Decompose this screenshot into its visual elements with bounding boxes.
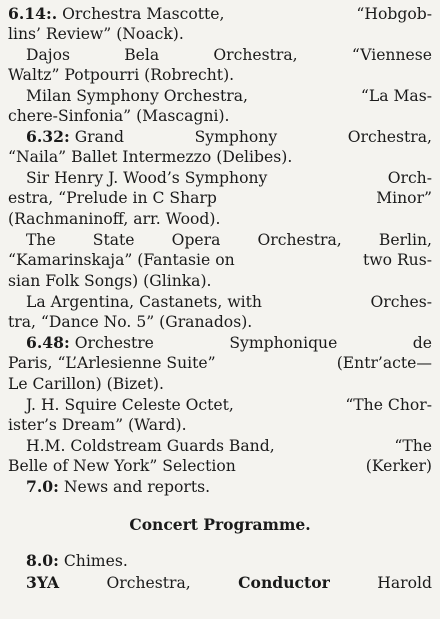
entry-6-48-line-3: Le Carillon) (Bizet). <box>8 375 164 393</box>
entry-3ya-line-1: 3YA Orchestra, Conductor Harold <box>26 573 432 592</box>
entry-milan-line-1: Milan Symphony Orchestra, “La Mas- <box>26 87 432 105</box>
section-heading: Concert Programme. <box>129 515 311 534</box>
time-6-48: 6.48: <box>26 333 70 352</box>
entry-6-32-line-2: “Naila” Ballet Intermezzo (Delibes). <box>8 148 293 166</box>
time-6-32: 6.32: <box>26 127 70 146</box>
entry-coldstream-line-1: H.M. Coldstream Guards Band, “The <box>26 437 432 455</box>
entry-squire-line-1: J. H. Squire Celeste Octet, “The Chor- <box>26 396 432 414</box>
entry-milan-line-2: chere-Sinfonia” (Mascagni). <box>8 107 230 125</box>
entry-dajos-line-1: Dajos Bela Orchestra, “Viennese <box>26 46 432 64</box>
entry-state-opera-line-1: The State Opera Orchestra, Berlin, <box>26 231 432 249</box>
entry-wood-line-1: Sir Henry J. Wood’s Symphony Orch- <box>26 169 432 187</box>
entry-state-opera-line-3: sian Folk Songs) (Glinka). <box>8 272 212 290</box>
entry-6-14-line-2: lins’ Review” (Noack). <box>8 25 184 43</box>
entry-wood-line-3: (Rachmaninoff, arr. Wood). <box>8 210 221 228</box>
entry-state-opera-line-2: “Kamarinskaja” (Fantasie on two Rus- <box>8 251 432 269</box>
entry-7-0: 7.0: News and reports. <box>26 477 211 496</box>
entry-dajos-line-2: Waltz” Potpourri (Robrecht). <box>8 66 235 84</box>
time-8-0: 8.0: <box>26 551 59 570</box>
entry-6-14-line-1: 6.14:. Orchestra Mascotte, “Hobgob- <box>8 4 432 23</box>
entry-6-32-line-1: 6.32: Grand Symphony Orchestra, <box>26 127 432 146</box>
entry-squire-line-2: ister’s Dream” (Ward). <box>8 416 187 434</box>
entry-6-48-line-2: Paris, “L’Arlesienne Suite” (Entr’acte— <box>8 354 432 372</box>
entry-coldstream-line-2: Belle of New York” Selection (Kerker) <box>8 457 432 475</box>
entry-argentina-line-1: La Argentina, Castanets, with Orches- <box>26 293 432 311</box>
entry-wood-line-2: estra, “Prelude in C Sharp Minor” <box>8 189 432 207</box>
entry-6-48-line-1: 6.48: Orchestre Symphonique de <box>26 333 432 352</box>
time-7-0: 7.0: <box>26 477 59 496</box>
entry-argentina-line-2: tra, “Dance No. 5” (Granados). <box>8 313 253 331</box>
time-6-14: 6.14:. <box>8 4 58 23</box>
entry-8-0: 8.0: Chimes. <box>26 551 128 570</box>
